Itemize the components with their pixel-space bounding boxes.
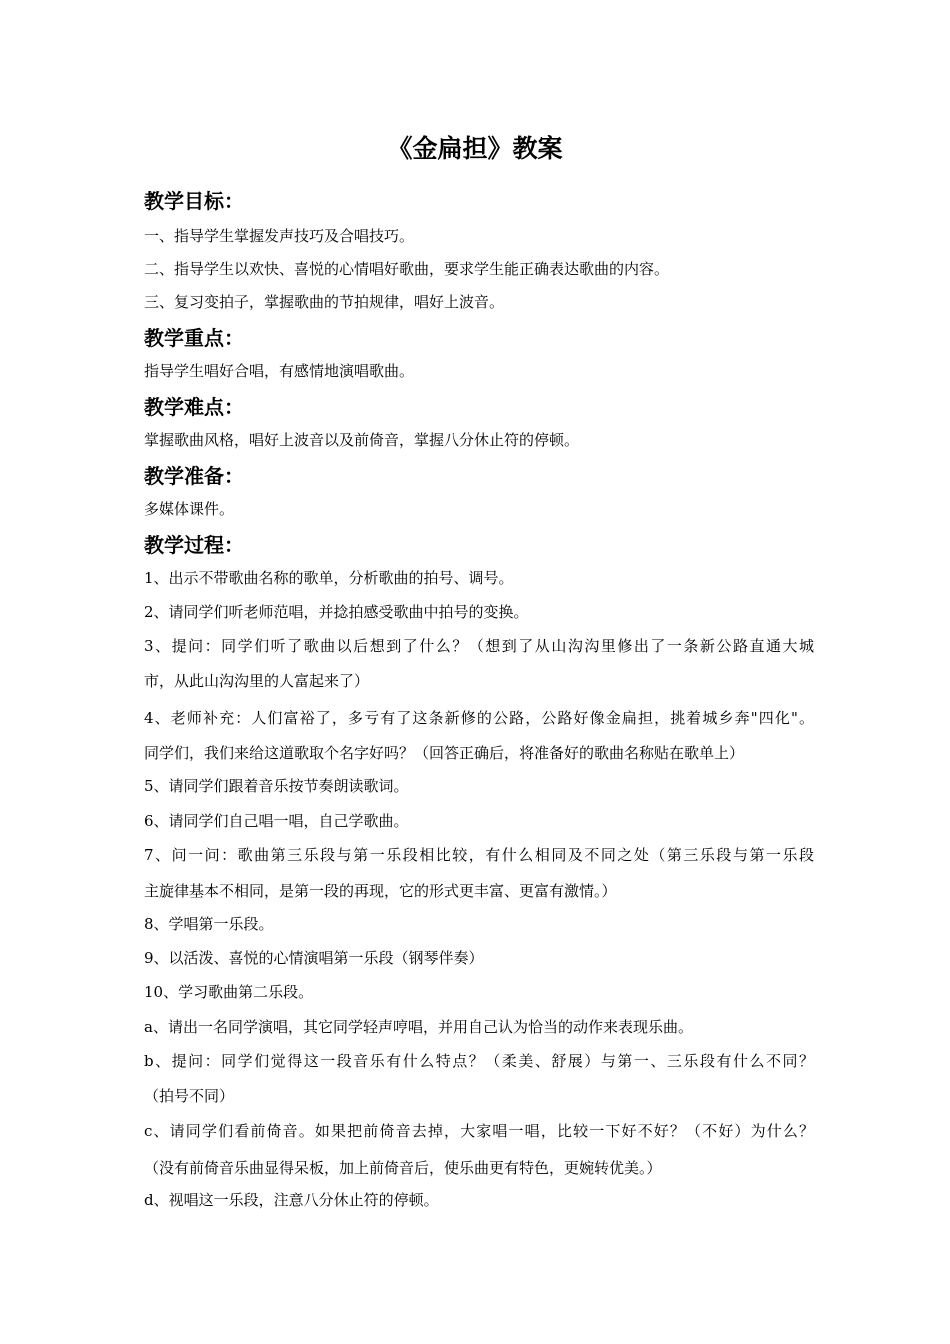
list-item: 3、提问：同学们听了歌曲以后想到了什么？（想到了从山沟沟里修出了一条新公路直通大城 <box>144 637 814 655</box>
list-item: 1、出示不带歌曲名称的歌单，分析歌曲的拍号、调号。 <box>144 569 514 587</box>
list-item: 9、以活泼、喜悦的心情演唱第一乐段（钢琴伴奏） <box>144 949 484 967</box>
list-item-continued: 同学们，我们来给这道歌取个名字好吗？（回答正确后，将准备好的歌曲名称贴在歌单上） <box>144 744 745 762</box>
document-title: 《金扁担》教案 <box>387 134 563 163</box>
paragraph-line: 掌握歌曲风格，唱好上波音以及前倚音，掌握八分休止符的停顿。 <box>144 431 580 449</box>
list-item: 10、学习歌曲第二乐段。 <box>144 983 314 1001</box>
sub-list-item: b、提问：同学们觉得这一段音乐有什么特点？（柔美、舒展）与第一、三乐段有什么不同？ <box>144 1052 814 1070</box>
list-item-continued: 市，从此山沟沟里的人富起来了） <box>144 672 370 690</box>
paragraph-line: 指导学生唱好合唱，有感情地演唱歌曲。 <box>144 362 415 380</box>
list-item: 2、请同学们听老师范唱，并捻拍感受歌曲中拍号的变换。 <box>144 603 529 621</box>
sub-list-item: c、请同学们看前倚音。如果把前倚音去掉，大家唱一唱，比较一下好不好？（不好）为什么？ <box>144 1122 814 1140</box>
list-item: 4、老师补充：人们富裕了，多亏有了这条新修的公路，公路好像金扁担，挑着城乡奔"四化"。 <box>144 709 814 727</box>
paragraph-line: 三、复习变拍子，掌握歌曲的节拍规律，唱好上波音。 <box>144 293 505 311</box>
list-item: 7、问一问：歌曲第三乐段与第一乐段相比较，有什么相同及不同之处（第三乐段与第一乐段 <box>144 846 814 864</box>
section-heading-objectives: 教学目标： <box>144 189 244 213</box>
paragraph-line: 二、指导学生以欢快、喜悦的心情唱好歌曲，要求学生能正确表达歌曲的内容。 <box>144 260 670 278</box>
section-heading-difficulties: 教学难点： <box>144 395 244 419</box>
paragraph-line: 多媒体课件。 <box>144 500 235 518</box>
list-item: 6、请同学们自己唱一唱，自己学歌曲。 <box>144 812 409 830</box>
list-item: 8、学唱第一乐段。 <box>144 915 274 933</box>
section-heading-key-points: 教学重点： <box>144 326 244 350</box>
sub-list-item-continued: （拍号不同） <box>144 1087 235 1105</box>
section-heading-preparation: 教学准备： <box>144 464 244 488</box>
sub-list-item: a、请出一名同学演唱，其它同学轻声哼唱，并用自己认为恰当的动作来表现乐曲。 <box>144 1018 693 1036</box>
sub-list-item: d、视唱这一乐段，注意八分休止符的停顿。 <box>144 1191 439 1209</box>
section-heading-process: 教学过程： <box>144 533 244 557</box>
paragraph-line: 一、指导学生掌握发声技巧及合唱技巧。 <box>144 227 415 245</box>
list-item-continued: 主旋律基本不相同，是第一段的再现，它的形式更丰富、更富有激情。） <box>144 882 617 900</box>
sub-list-item-continued: （没有前倚音乐曲显得呆板，加上前倚音后，使乐曲更有特色，更婉转优美。） <box>144 1159 662 1177</box>
list-item: 5、请同学们跟着音乐按节奏朗读歌词。 <box>144 777 409 795</box>
